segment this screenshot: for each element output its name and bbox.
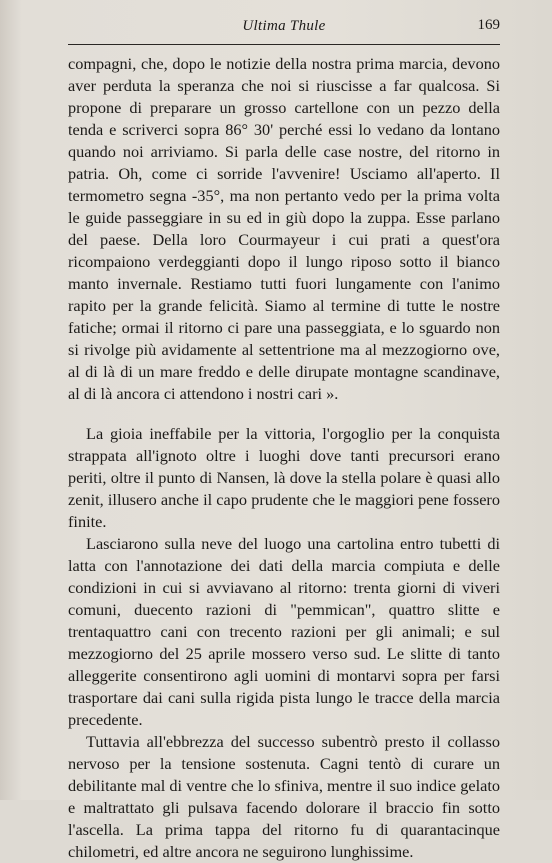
- paragraph: Tuttavia all'ebbrezza del successo subentrò presto il collasso nervoso per la tensione sostenuta. Cagni tentò di curare un debilitante mal di ventre che lo sfiniva, mentre il suo indice gelato e maltrattato gli pulsava facendo dolorare il braccio fin sotto l'ascella. La prima tappa del ritorno fu di quarantacinque chilometri, ed altre ancora ne seguirono lunghissime.: [68, 732, 500, 861]
- running-title: Ultima Thule: [242, 18, 326, 34]
- paragraph-continuation: compagni, che, dopo le notizie della nostra prima marcia, devono aver perduta la speranza che noi si riuscisse a far qualcosa. Si propone di preparare un grosso cartellone con un pezzo della tenda e scriverci sopra 86° 30' perché essi lo vedano da lontano quando noi arriviamo. Si parla delle case nostre, del ritorno in patria. Oh, come ci sorride l'avvenire! Usciamo all'aperto. Il termometro segna -35°, ma non pertanto vedo per la prima volta le guide passeggiare in su ed in giù dopo la zuppa. Esse parlano del paese. Della loro Courmayeur i cui prati a quest'ora ricompaiono verdeggianti dopo il lungo riposo sotto il bianco manto invernale. Restiamo tutti fuori lungamente con l'animo rapito per la grande felicità. Siamo al termine di tutte le nostre fatiche; ormai il ritorno ci pare una passeggiata, e lo sguardo non si rivolge più avidamente al settentrione ma al mezzogiorno ove, al di là di un mare freddo e delle dirupate montagne scandinave, al di là ancora ci attendono i nostri cari ».: [68, 54, 500, 403]
- paragraph: Lasciarono sulla neve del luogo una cartolina entro tubetti di latta con l'annotazione dei dati della marcia compiuta e delle condizioni in cui si avviavano al ritorno: trenta giorni di viveri comuni, duecento razioni di "pemmican", quattro slitte e trentaquattro cani con trecento razioni per gli animali; e sul mezzogiorno del 25 aprile mossero verso sud. Le slitte di tanto alleggerite consentirono agli uomini di montarvi sopra per farsi trasportare dai cani sulla rigida pista lungo le tracce della marcia precedente.: [68, 534, 500, 729]
- page-body: [68, 53, 500, 863]
- paragraph: La gioia ineffabile per la vittoria, l'orgoglio per la conquista strappata all'ignoto oltre i luoghi dove tanti precursori erano periti, oltre il punto di Nansen, là dove la stella polare è quasi allo zenit, illusero anche il capo prudente che le maggiori pene fossero finite.: [68, 424, 500, 531]
- header-rule: [68, 44, 500, 45]
- page-number: 169: [477, 17, 500, 33]
- page-header: [68, 16, 500, 38]
